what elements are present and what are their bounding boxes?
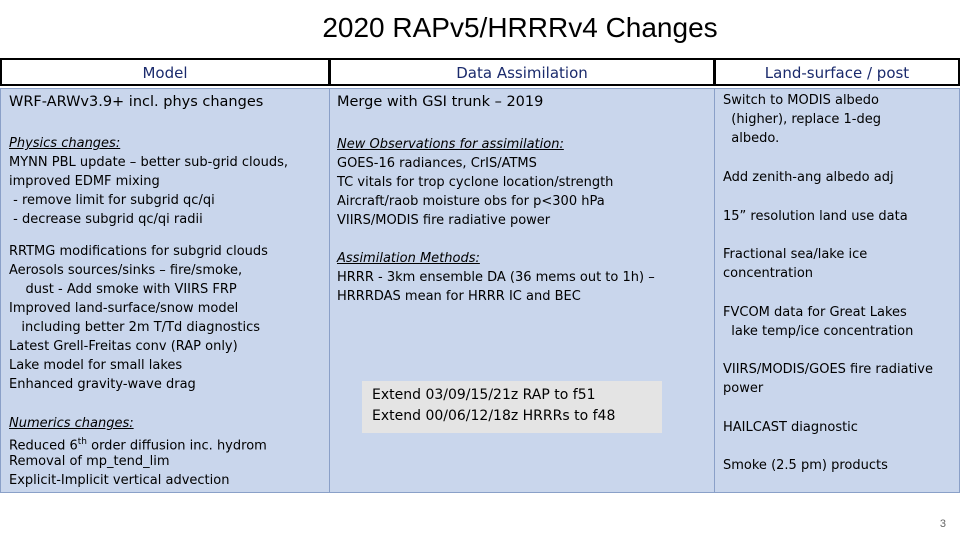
land-item: Smoke (2.5 pm) products xyxy=(723,458,888,473)
superscript: th xyxy=(77,437,87,447)
land-item: Switch to MODIS albedo (higher), replace 1-deg albedo. xyxy=(723,93,881,147)
land-item: Add zenith-ang albedo adj xyxy=(723,170,894,185)
methods-item: HRRRDAS mean for HRRR IC and BEC xyxy=(337,289,581,304)
model-item: Improved land-surface/snow model xyxy=(9,301,239,316)
model-item: including better 2m T/Td diagnostics xyxy=(9,320,261,335)
land-item: Fractional sea/lake ice concentration xyxy=(723,247,868,282)
slide-title: 2020 RAPv5/HRRRv4 Changes xyxy=(322,12,718,43)
header-model: Model xyxy=(0,58,330,86)
numerics-text: order diffusion inc. hydrom xyxy=(86,438,267,454)
extend-line: Extend 00/06/12/18z HRRRs to f48 xyxy=(372,408,616,424)
obs-item: VIIRS/MODIS fire radiative power xyxy=(337,213,551,228)
da-merge-line: Merge with GSI trunk – 2019 xyxy=(337,94,544,110)
numerics-heading: Numerics changes: xyxy=(9,416,134,431)
obs-item: Aircraft/raob moisture obs for p<300 hPa xyxy=(337,194,605,209)
numerics-item: Explicit-Implicit vertical advection xyxy=(9,473,230,488)
physics-item: improved EDMF mixing xyxy=(9,174,160,189)
model-item: Enhanced gravity-wave drag xyxy=(9,377,196,392)
header-land-surface: Land-surface / post xyxy=(714,58,960,86)
model-item: dust - Add smoke with VIIRS FRP xyxy=(9,282,237,297)
model-column xyxy=(0,88,330,493)
land-item: 15” resolution land use data xyxy=(723,209,908,224)
model-item: RRTMG modifications for subgrid clouds xyxy=(9,244,268,259)
model-core-line: WRF-ARWv3.9+ incl. phys changes xyxy=(9,94,264,110)
physics-item: MYNN PBL update – better sub-grid clouds, xyxy=(9,155,289,170)
land-item: HAILCAST diagnostic xyxy=(723,420,858,435)
numerics-text: Reduced 6 xyxy=(9,438,78,454)
extend-line: Extend 03/09/15/21z RAP to f51 xyxy=(372,387,596,403)
physics-item: - remove limit for subgrid qc/qi xyxy=(9,193,215,208)
model-item: Lake model for small lakes xyxy=(9,358,183,373)
page-number: 3 xyxy=(939,518,946,530)
methods-heading: Assimilation Methods: xyxy=(337,251,480,266)
obs-heading: New Observations for assimilation: xyxy=(337,137,564,152)
obs-item: GOES-16 radiances, CrIS/ATMS xyxy=(337,156,537,171)
land-item: FVCOM data for Great Lakes lake temp/ice concentration xyxy=(723,305,914,340)
model-item: Aerosols sources/sinks – fire/smoke, xyxy=(9,263,243,278)
numerics-item: Removal of mp_tend_lim xyxy=(9,454,170,469)
land-column xyxy=(714,88,960,493)
physics-heading: Physics changes: xyxy=(9,136,121,151)
model-item: Latest Grell-Freitas conv (RAP only) xyxy=(9,339,238,354)
obs-item: TC vitals for trop cyclone location/strength xyxy=(337,175,614,190)
physics-item: - decrease subgrid qc/qi radii xyxy=(9,212,203,227)
methods-item: HRRR - 3km ensemble DA (36 mems out to 1h) – xyxy=(337,270,655,285)
header-data-assimilation: Data Assimilation xyxy=(329,58,715,86)
land-item: VIIRS/MODIS/GOES fire radiative power xyxy=(723,362,933,397)
extend-forecast-box xyxy=(362,381,662,433)
